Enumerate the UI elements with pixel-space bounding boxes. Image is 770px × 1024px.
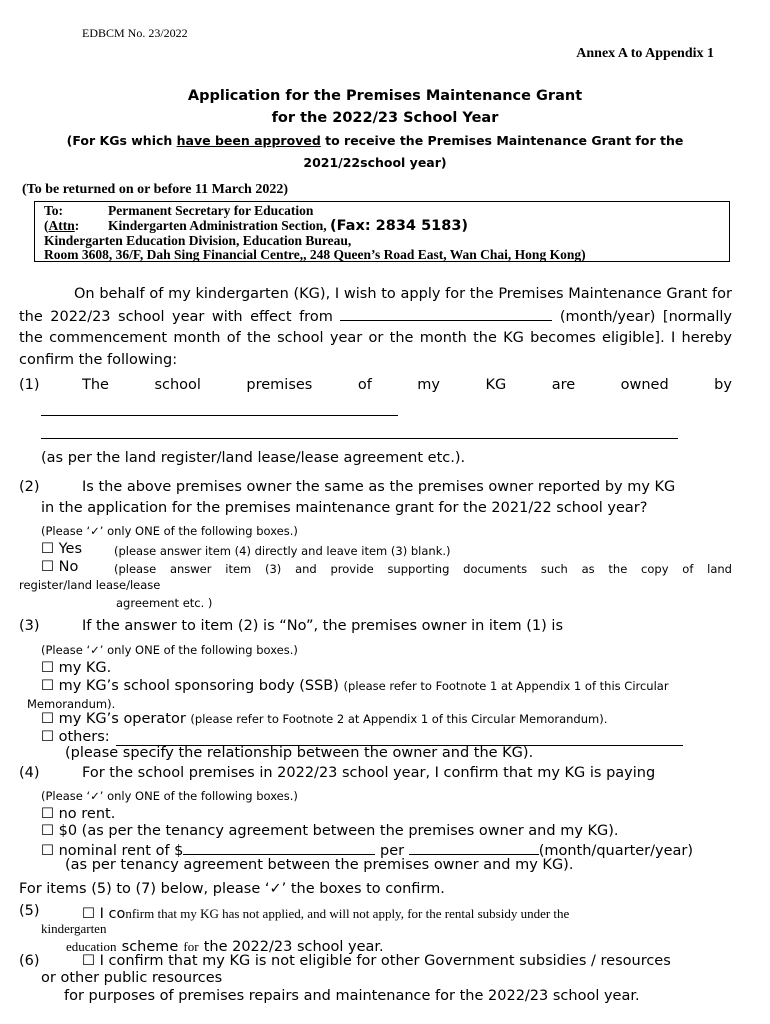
address-to [44, 203, 313, 218]
item1-word: The [82, 377, 109, 393]
item1-word: of [357, 377, 372, 393]
item3-opt-kg[interactable]: ☐ my KG. [41, 660, 112, 676]
form-subtitle [20, 130, 730, 152]
nominal-rent-amount-field[interactable] [183, 840, 375, 855]
item3-opt-ssb-note: (please refer to Footnote 1 at Appendix 1 of this Circular [343, 679, 669, 693]
item1-word: are [551, 377, 576, 393]
item4-nominal-note: (as per tenancy agreement between the premises owner and my KG). [65, 857, 574, 873]
owner-field-line2[interactable] [41, 438, 678, 439]
intro-part2: (month/year) [normally the commencement month of the school year or the month the KG becomes eligible]. I hereby confirm the following: [19, 308, 733, 368]
attn-open: ( [44, 218, 49, 233]
item3-opt-ssb-note-line2: Memorandum). [27, 697, 116, 711]
return-deadline: (To be returned on or before 11 March 2022) [22, 182, 288, 197]
form-title-line2: for the 2022/23 School Year [271, 110, 499, 126]
item3-opt-others[interactable]: ☐ others: [41, 729, 110, 745]
item4-text: For the school premises in 2022/23 school year, I confirm that my KG is paying [82, 765, 656, 781]
item5-line3-a: education [66, 939, 117, 954]
form-subtitle-line2: 2021/22school year) [303, 155, 447, 170]
item5-text-body: nfirm that my KG has not applied, and will not apply, for the rental subsidy under the [125, 906, 570, 921]
address-attn [44, 218, 468, 234]
subtitle-emphasis: have been approved [176, 133, 321, 148]
item2-line1: Is the above premises owner the same as the premises owner reported by my KG [82, 479, 676, 495]
fax-number: (Fax: 2834 5183) [330, 218, 469, 234]
item2-no-checkbox[interactable]: ☐ No [41, 559, 79, 575]
effective-month-field[interactable] [340, 306, 552, 321]
item5-line2: kindergarten [41, 921, 107, 936]
item2-no-note-line2: register/land lease/lease [19, 578, 161, 592]
item2-number: (2) [19, 479, 40, 495]
item6-line2: or other public resources [41, 970, 223, 986]
subtitle-pre: (For KGs which [66, 133, 177, 148]
form-title-line1: Application for the Premises Maintenance Grant [187, 88, 583, 104]
item3-text: If the answer to item (2) is “No”, the premises owner in item (1) is [82, 618, 563, 634]
owner-field-line1[interactable] [41, 415, 398, 416]
item1-word: KG [485, 377, 507, 393]
nominal-rent-period-label: (month/quarter/year) [538, 843, 694, 859]
attn-value: Kindergarten Administration Section, [108, 218, 327, 233]
item2-no-note: (please answer item (3) and provide supporting documents such as the copy of land [114, 562, 732, 576]
item5-text[interactable] [82, 903, 732, 922]
item2-line2: in the application for the premises maintenance grant for the 2021/22 school year? [41, 500, 648, 516]
item3-opt-operator-note: (please refer to Footnote 2 at Appendix 1 of this Circular Memorandum). [190, 712, 608, 726]
address-box [34, 201, 730, 262]
subtitle-post: to receive the Premises Maintenance Grant for the [320, 133, 684, 148]
item3-number: (3) [19, 618, 40, 634]
attn-colon: : [74, 218, 80, 233]
item2-yes-note: (please answer item (4) directly and leave item (3) blank.) [114, 544, 451, 558]
item5-line3-c: for [183, 939, 199, 954]
annex-label: Annex A to Appendix 1 [576, 46, 714, 61]
intro-part1: On behalf of my kindergarten (KG), I wish to apply for the Premises Maintenance Grant for the 2022/23 school year with effect from [19, 286, 732, 325]
item6-line3: for purposes of premises repairs and maintenance for the 2022/23 school year. [64, 988, 640, 1004]
items5to7-intro: For items (5) to (7) below, please ‘✓’ the boxes to confirm. [19, 881, 445, 897]
attn-label: Attn [48, 218, 75, 233]
item6-checkbox[interactable]: ☐ I confirm that my KG is not eligible for other Government subsidies / resources [82, 953, 671, 969]
item4-opt-zero[interactable]: ☐ $0 (as per the tenancy agreement between the premises owner and my KG). [41, 823, 619, 839]
item1-number: (1) [19, 377, 40, 393]
item1-word: school [154, 377, 201, 393]
item3-opt-ssb-label: ☐ my KG’s school sponsoring body (SSB) [41, 678, 339, 694]
item2-no-note-line3: agreement etc. ) [116, 596, 213, 610]
item1-word: premises [246, 377, 313, 393]
item5-number: (5) [19, 903, 40, 919]
item2-yes-checkbox[interactable]: ☐ Yes [41, 541, 83, 557]
item1-word: by [714, 377, 732, 393]
item5-line3-b: scheme [121, 939, 179, 955]
item3-opt-operator[interactable] [41, 711, 607, 727]
item2-instruction: (Please ‘✓’ only ONE of the following boxes.) [41, 524, 298, 538]
nominal-rent-label: ☐ nominal rent of $ [41, 843, 184, 859]
item1-note: (as per the land register/land lease/lease agreement etc.). [41, 450, 466, 466]
to-label: To: [44, 203, 64, 218]
nominal-rent-period-field[interactable] [409, 840, 539, 855]
item6-number: (6) [19, 953, 40, 969]
item3-instruction: (Please ‘✓’ only ONE of the following boxes.) [41, 643, 298, 657]
item3-others-note: (please specify the relationship between the owner and the KG). [65, 745, 534, 761]
item3-opt-ssb[interactable] [41, 678, 669, 694]
item1-word: my [417, 377, 440, 393]
item4-number: (4) [19, 765, 40, 781]
intro-paragraph [19, 284, 732, 371]
item5-line3-d: the 2022/23 school year. [203, 939, 384, 955]
to-value: Permanent Secretary for Education [108, 203, 314, 218]
item4-opt-no-rent[interactable]: ☐ no rent. [41, 806, 116, 822]
item1-text [82, 377, 732, 393]
item3-opt-operator-label: ☐ my KG’s operator [41, 711, 186, 727]
address-line4: Room 3608, 36/F, Dah Sing Financial Centre,, 248 Queen’s Road East, Wan Chai, Hong Kong) [44, 247, 586, 262]
item4-instruction: (Please ‘✓’ only ONE of the following boxes.) [41, 789, 298, 803]
circular-number: EDBCM No. 23/2022 [82, 26, 188, 40]
address-line3: Kindergarten Education Division, Education Bureau, [44, 233, 352, 248]
item5-checkbox[interactable]: ☐ I co [82, 906, 126, 922]
nominal-rent-per: per [380, 843, 405, 859]
item1-word: owned [620, 377, 669, 393]
